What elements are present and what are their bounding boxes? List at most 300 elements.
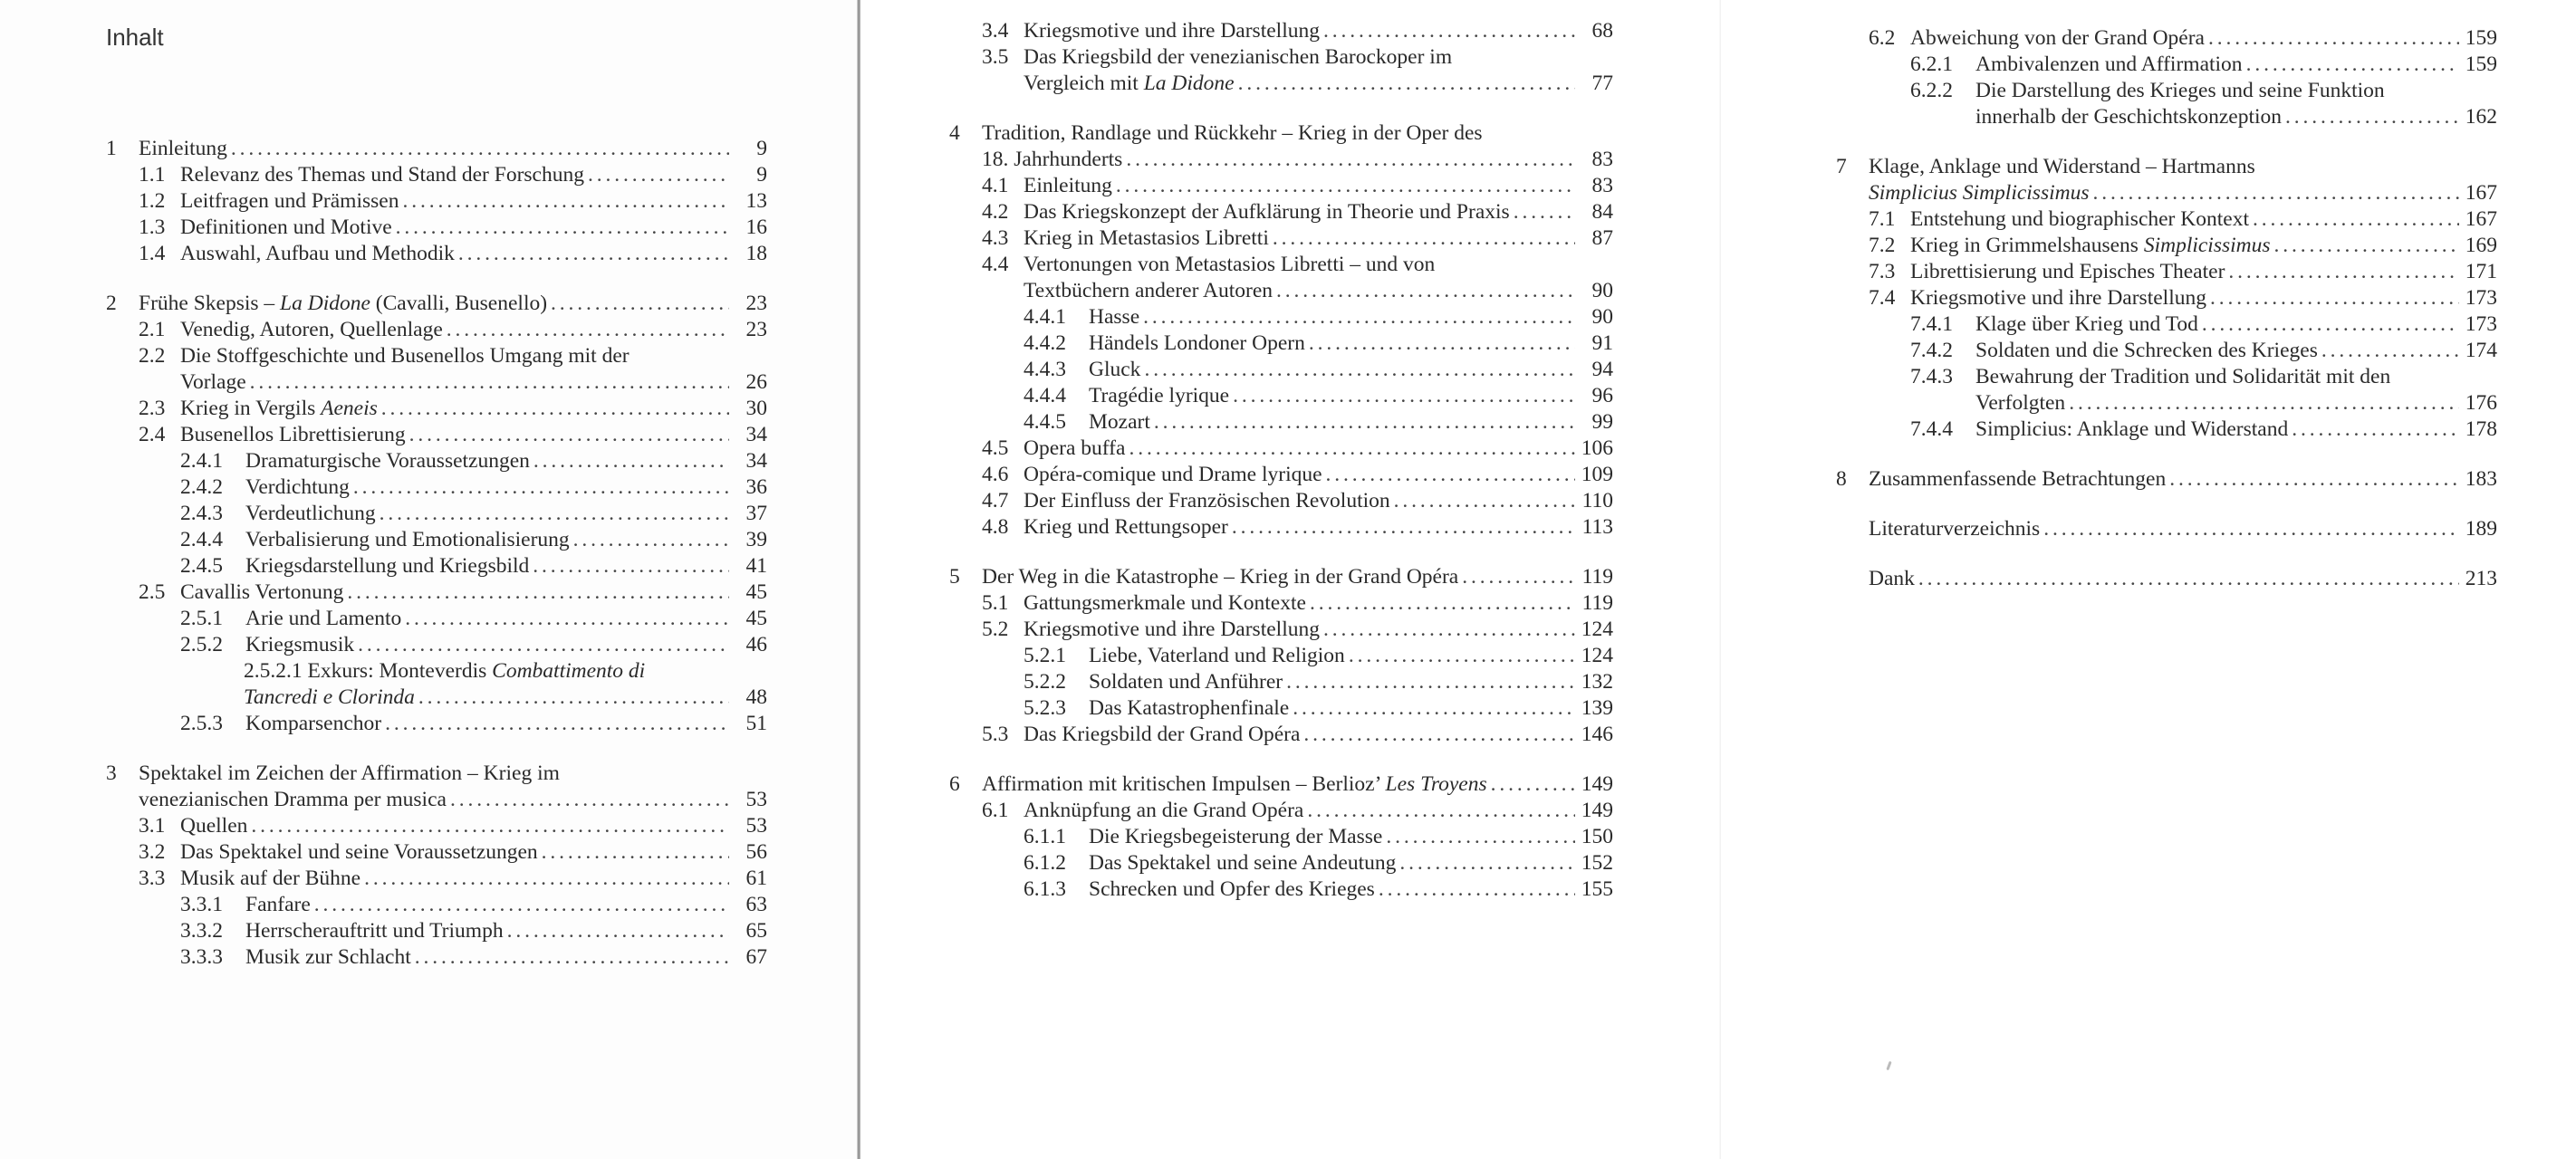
entry-title [1089, 876, 1375, 903]
dot-leader [1116, 173, 1575, 199]
entry-title-text: innerhalb der Geschichtskonzeption [1975, 105, 2283, 129]
entry-title [180, 162, 584, 188]
entry-title [245, 711, 381, 737]
dot-leader [380, 501, 729, 527]
entry-title-text: Klage, Anklage und Widerstand – Hartmanns [1869, 155, 2255, 178]
toc-entry [949, 643, 1613, 669]
toc-entry-line [139, 396, 767, 422]
toc-entry-line [982, 722, 1613, 748]
entry-title [1024, 617, 1320, 643]
toc-entry-line [139, 215, 767, 241]
entry-title-text: Das Kriegsbild der venezianischen Barockoper im [1024, 45, 1453, 69]
entry-title-text: Vorlage [180, 370, 246, 394]
toc-entry [106, 711, 767, 737]
entry-title [1024, 488, 1390, 514]
entry-title [1089, 383, 1229, 409]
dot-leader [385, 711, 729, 737]
dot-leader [2321, 338, 2459, 364]
toc-entry-line [106, 136, 767, 162]
entry-number: 3.4 [982, 19, 1009, 43]
page-number: 146 [1581, 723, 1613, 746]
entry-title-text: Verdichtung [245, 475, 350, 499]
toc-entry-line [982, 436, 1613, 462]
entry-title [1024, 44, 1452, 71]
page-number: 48 [745, 685, 767, 709]
entry-title [180, 866, 360, 892]
page-number: 36 [745, 475, 767, 499]
entry-title-text: Liebe, Vaterland und Religion [1089, 644, 1345, 667]
page-number: 119 [1581, 565, 1613, 589]
dot-leader [1238, 71, 1575, 97]
entry-number: 7.4.4 [1910, 417, 1953, 441]
entry-number: 5.2.2 [1024, 670, 1066, 694]
dot-leader [2043, 516, 2459, 542]
entry-title [180, 396, 378, 422]
entry-title-text: Komparsenchor [245, 712, 382, 735]
page-number: 213 [2465, 567, 2497, 590]
toc-list-left [106, 136, 767, 971]
toc-entry [949, 876, 1613, 903]
entry-number: 7.4.1 [1910, 312, 1953, 336]
entry-title [1024, 798, 1303, 824]
toc-entry [106, 918, 767, 944]
entry-title-text: Soldaten und die Schrecken des Krieges [1975, 339, 2318, 362]
toc-entry-line [106, 761, 767, 787]
entry-title-italic: La Didone [1143, 72, 1235, 95]
entry-title [1089, 409, 1150, 436]
entry-title [1975, 311, 2198, 338]
page-number: 65 [745, 919, 767, 943]
entry-number: 1.1 [139, 163, 166, 187]
dot-leader [2069, 390, 2459, 417]
toc-entry-line [982, 514, 1613, 541]
page-number: 189 [2465, 517, 2497, 541]
dot-leader [1514, 199, 1575, 225]
dot-leader [1386, 824, 1575, 850]
toc-entry-line [244, 658, 767, 685]
toc-entry [949, 564, 1613, 590]
entry-title-text: Literaturverzeichnis [1869, 517, 2041, 541]
toc-entry [106, 448, 767, 474]
entry-title [180, 580, 343, 606]
entry-title-text: Anknüpfung an die Grand Opéra [1024, 799, 1304, 822]
toc-entry [949, 824, 1613, 850]
entry-title-text: Musik zur Schlacht [245, 945, 411, 969]
toc-entry [106, 136, 767, 162]
entry-title [1089, 850, 1396, 876]
page-number: 176 [2465, 391, 2497, 415]
toc-entry [949, 722, 1613, 748]
entry-number: 4.7 [982, 489, 1009, 512]
dot-leader [1326, 462, 1575, 488]
entry-number: 4.8 [982, 515, 1009, 539]
page-number: 77 [1591, 72, 1613, 95]
toc-entry-line [982, 71, 1613, 97]
entry-title-text: Definitionen und Motive [180, 216, 392, 239]
toc-entry [949, 330, 1613, 357]
page-number: 155 [1581, 877, 1613, 901]
entry-title [245, 501, 376, 527]
toc-entry-line [139, 162, 767, 188]
dot-leader [551, 291, 729, 317]
toc-entry-line [1024, 383, 1613, 409]
toc-entry [949, 18, 1613, 44]
dot-leader [415, 944, 729, 971]
page-number: 13 [745, 189, 767, 213]
page-number: 9 [756, 137, 767, 160]
entry-number: 2.5.3 [180, 712, 223, 735]
toc-entry [949, 383, 1613, 409]
entry-number: 3.2 [139, 840, 166, 864]
toc-entry [106, 162, 767, 188]
entry-title-text: Verbalisierung und Emotionalisierung [245, 528, 570, 551]
page-number: 124 [1581, 618, 1613, 641]
entry-title [1089, 669, 1283, 695]
entry-number: 7.1 [1869, 207, 1896, 231]
entry-title-text: Der Weg in die Katastrophe – Krieg in der Grand Opéra [982, 565, 1459, 589]
dot-leader [2210, 285, 2459, 311]
entry-title [180, 813, 247, 839]
entry-title [1975, 364, 2390, 390]
page-number: 67 [745, 945, 767, 969]
entry-number: 3.1 [139, 814, 166, 838]
section-gap [1836, 542, 2497, 566]
toc-entry-line [1024, 357, 1613, 383]
entry-title-text: Affirmation mit kritischen Impulsen – Berlioz’ [982, 772, 1386, 796]
entry-title [245, 527, 570, 553]
entry-title-text: Librettisierung und Episches Theater [1910, 260, 2225, 283]
section-gap [949, 97, 1613, 120]
entry-number: 6 [949, 772, 960, 796]
toc-entry-line [106, 787, 767, 813]
entry-title-text: Opera buffa [1024, 436, 1126, 460]
entry-number: 5.3 [982, 723, 1009, 746]
entry-title [180, 317, 443, 343]
entry-number: 4.2 [982, 200, 1009, 224]
page-number: 90 [1591, 305, 1613, 329]
toc-entry-line [139, 241, 767, 267]
entry-title-text: Tragédie lyrique [1089, 384, 1230, 407]
toc-entry [949, 514, 1613, 541]
entry-number: 4 [949, 121, 960, 145]
page-number: 90 [1591, 279, 1613, 302]
entry-title [1024, 173, 1112, 199]
dot-leader [364, 866, 729, 892]
entry-title [1089, 304, 1139, 330]
entry-number: 4.4 [982, 253, 1009, 276]
toc-entry-line [982, 590, 1613, 617]
toc-entry-line [139, 369, 767, 396]
toc-entry [1836, 516, 2497, 542]
entry-title-text: Leitfragen und Prämissen [180, 189, 399, 213]
toc-entry [949, 436, 1613, 462]
toc-entry [949, 695, 1613, 722]
toc-entry [106, 317, 767, 343]
page-number: 109 [1581, 463, 1613, 486]
page-number: 23 [745, 318, 767, 341]
entry-number: 3 [106, 761, 117, 785]
page-number: 9 [756, 163, 767, 187]
toc-entry-line [180, 474, 767, 501]
page-number: 68 [1591, 19, 1613, 43]
toc-entry-line [180, 606, 767, 632]
entry-title-text: Das Kriegsbild der Grand Opéra [1024, 723, 1301, 746]
dot-leader [405, 606, 729, 632]
page-number: 45 [745, 607, 767, 630]
toc-entry-line [1910, 311, 2497, 338]
toc-entry [106, 944, 767, 971]
page-number: 84 [1591, 200, 1613, 224]
page-number: 159 [2465, 53, 2497, 76]
toc-entry-line [180, 527, 767, 553]
page-number: 51 [745, 712, 767, 735]
entry-title [1089, 695, 1289, 722]
entry-title-italic: Tancredi e Clorinda [244, 685, 415, 709]
toc-entry [949, 488, 1613, 514]
toc-entry-line [139, 813, 767, 839]
toc-entry [106, 291, 767, 317]
toc-entry [949, 409, 1613, 436]
page-number: 119 [1581, 591, 1613, 615]
entry-title-continued [1024, 278, 1273, 304]
entry-title-text: Kriegsmotive und ihre Darstellung [1024, 19, 1320, 43]
toc-entry-line [1836, 566, 2497, 592]
page-number: 83 [1591, 148, 1613, 171]
entry-title-text: Simplicius: Anklage und Widerstand [1975, 417, 2289, 441]
entry-title [245, 606, 401, 632]
toc-entry-line [982, 199, 1613, 225]
dot-leader [588, 162, 729, 188]
toc-entry [106, 501, 767, 527]
entry-title [245, 632, 354, 658]
dot-leader [347, 580, 729, 606]
dot-leader [1233, 383, 1575, 409]
entry-number: 6.2.1 [1910, 53, 1953, 76]
toc-entry [949, 798, 1613, 824]
entry-title [1869, 566, 1915, 592]
entry-title [1869, 516, 2040, 542]
entry-title-text: Mozart [1089, 410, 1150, 434]
section-gap [949, 541, 1613, 564]
entry-title-text: 18. Jahrhunderts [982, 148, 1123, 171]
toc-entry [106, 866, 767, 892]
entry-title [982, 564, 1458, 590]
toc-entry [1836, 285, 2497, 311]
entry-title-text: Bewahrung der Tradition und Solidarität mit den [1975, 365, 2391, 388]
dot-leader [250, 369, 729, 396]
toc-entry [949, 304, 1613, 330]
entry-title-text: Dank [1869, 567, 1915, 590]
entry-title-text: Cavallis Vertonung [180, 580, 344, 604]
entry-number: 6.1.2 [1024, 851, 1066, 875]
toc-entry-line [949, 120, 1613, 147]
entry-number: 2.4.4 [180, 528, 223, 551]
page-number: 150 [1581, 825, 1613, 848]
entry-number: 2 [106, 292, 117, 315]
entry-title [1024, 590, 1306, 617]
dot-leader [1286, 669, 1575, 695]
entry-number: 2.4.5 [180, 554, 223, 578]
dot-leader [1293, 695, 1575, 722]
dot-leader [533, 448, 729, 474]
entry-number: 2.4.2 [180, 475, 223, 499]
entry-title [1869, 466, 2166, 493]
entry-number: 7 [1836, 155, 1847, 178]
toc-entry-line [1910, 417, 2497, 443]
toc-entry-line [1024, 824, 1613, 850]
toc-entry [1836, 566, 2497, 592]
entry-number: 6.2.2 [1910, 79, 1953, 102]
toc-entry [106, 761, 767, 813]
entry-title-text: Krieg in Vergils [180, 397, 322, 420]
entry-title-text: Kriegsdarstellung und Kriegsbild [245, 554, 530, 578]
entry-title [1975, 417, 2288, 443]
entry-title [245, 474, 350, 501]
dot-leader [409, 422, 729, 448]
toc-entry-line [949, 564, 1613, 590]
page-number: 106 [1581, 436, 1613, 460]
entry-title-text: Die Stoffgeschichte und Busenellos Umgang mit der [180, 344, 630, 368]
entry-number: 4.4.3 [1024, 358, 1066, 381]
entry-title [180, 839, 538, 866]
entry-number: 2.2 [139, 344, 166, 368]
dot-leader [2253, 206, 2459, 233]
section-gap [1836, 443, 2497, 466]
entry-title-text: Händels Londoner Opern [1089, 331, 1305, 355]
page-number: 173 [2465, 286, 2497, 310]
toc-entry [949, 252, 1613, 304]
dot-leader [1349, 643, 1575, 669]
toc-entry [949, 617, 1613, 643]
toc-entry-line [1910, 104, 2497, 130]
toc-entry-line [982, 252, 1613, 278]
entry-title-text: Einleitung [1024, 174, 1112, 197]
toc-entry-line [1024, 850, 1613, 876]
entry-number: 2.4 [139, 423, 166, 446]
toc-entry-line [139, 188, 767, 215]
dot-leader [542, 839, 729, 866]
entry-title [180, 215, 392, 241]
dot-leader [2169, 466, 2459, 493]
dot-leader [2285, 104, 2459, 130]
page-number: 113 [1581, 515, 1613, 539]
dot-leader [458, 241, 729, 267]
entry-title-text: venezianischen Dramma per musica [139, 788, 447, 811]
page-number: 53 [745, 814, 767, 838]
entry-title-italic: La Didone [280, 292, 370, 315]
section-gap [106, 737, 767, 761]
entry-number: 6.1.1 [1024, 825, 1066, 848]
entry-title-text: Auswahl, Aufbau und Methodik [180, 242, 455, 265]
entry-number: 2.5.2 [180, 633, 223, 656]
page-number: 34 [745, 423, 767, 446]
entry-title-text: Herrscherauftritt und Triumph [245, 919, 504, 943]
entry-title-text: Abweichung von der Grand Opéra [1910, 26, 2205, 50]
entry-number: 2.5 [139, 580, 166, 604]
entry-title-text: Die Darstellung des Krieges und seine Funktion [1975, 79, 2385, 102]
page-number: 39 [745, 528, 767, 551]
entry-title [1869, 154, 2255, 180]
entry-title [1024, 436, 1125, 462]
entry-title [1975, 338, 2318, 364]
page-number: 41 [745, 554, 767, 578]
dot-leader [396, 215, 729, 241]
entry-title [982, 120, 1483, 147]
toc-entry [949, 357, 1613, 383]
entry-title-text: Vertonungen von Metastasios Libretti – und von [1024, 253, 1436, 276]
dot-leader [2246, 52, 2459, 78]
entry-title-text: Zusammenfassende Betrachtungen [1869, 467, 2167, 491]
dot-leader [507, 918, 729, 944]
dot-leader [1303, 722, 1575, 748]
entry-number: 1.2 [139, 189, 166, 213]
entry-number: 4.4.4 [1024, 384, 1066, 407]
section-gap [106, 267, 767, 291]
entry-title-text: Opéra-comique und Drame lyrique [1024, 463, 1322, 486]
entry-number: 6.1.3 [1024, 877, 1066, 901]
entry-number: 1 [106, 137, 117, 160]
page-number: 18 [745, 242, 767, 265]
entry-title-text: Arie und Lamento [245, 607, 402, 630]
toc-entry [1836, 233, 2497, 259]
toc-entry [106, 553, 767, 580]
entry-number: 4.1 [982, 174, 1009, 197]
entry-title-text: Klage über Krieg und Tod [1975, 312, 2198, 336]
entry-title [139, 136, 227, 162]
entry-title-italic: Aeneis [321, 397, 378, 420]
entry-title-continued [1975, 104, 2282, 130]
toc-entry [1836, 25, 2497, 52]
entry-title [245, 553, 529, 580]
entry-title [1024, 225, 1269, 252]
entry-title [1089, 643, 1345, 669]
entry-title-text: Busenellos Librettisierung [180, 423, 406, 446]
toc-entry-line [982, 488, 1613, 514]
entry-number: 5.2 [982, 618, 1009, 641]
toc-entry [1836, 338, 2497, 364]
entry-title-text: 2.5.2.1 Exkurs: Monteverdis [244, 659, 493, 683]
toc-entry-line [1024, 876, 1613, 903]
toc-entry-line [1836, 180, 2497, 206]
entry-title-text: Verfolgten [1975, 391, 2066, 415]
page-number: 149 [1581, 772, 1613, 796]
dot-leader [2228, 259, 2459, 285]
page-number: 45 [745, 580, 767, 604]
entry-title-text: Hasse [1089, 305, 1140, 329]
toc-entry [949, 120, 1613, 173]
page-number: 37 [745, 502, 767, 525]
entry-title-text: Das Spektakel und seine Voraussetzungen [180, 840, 538, 864]
entry-title-continued [180, 369, 246, 396]
entry-title [1975, 52, 2243, 78]
page-number: 110 [1581, 489, 1613, 512]
toc-entry-line [982, 173, 1613, 199]
entry-number: 2.1 [139, 318, 166, 341]
toc-entry [949, 462, 1613, 488]
toc-entry [949, 44, 1613, 97]
entry-title-continued [1975, 390, 2065, 417]
dot-leader [1310, 590, 1575, 617]
toc-entry-line [180, 918, 767, 944]
page-number: 174 [2465, 339, 2497, 362]
entry-title [1910, 233, 2271, 259]
toc-entry-line [1869, 206, 2497, 233]
entry-title [139, 761, 560, 787]
toc-entry-line [180, 632, 767, 658]
entry-title-text: Krieg in Grimmelshausens [1910, 234, 2144, 257]
page-number: 83 [1591, 174, 1613, 197]
entry-title-text: Relevanz des Themas und Stand der Forschung [180, 163, 584, 187]
